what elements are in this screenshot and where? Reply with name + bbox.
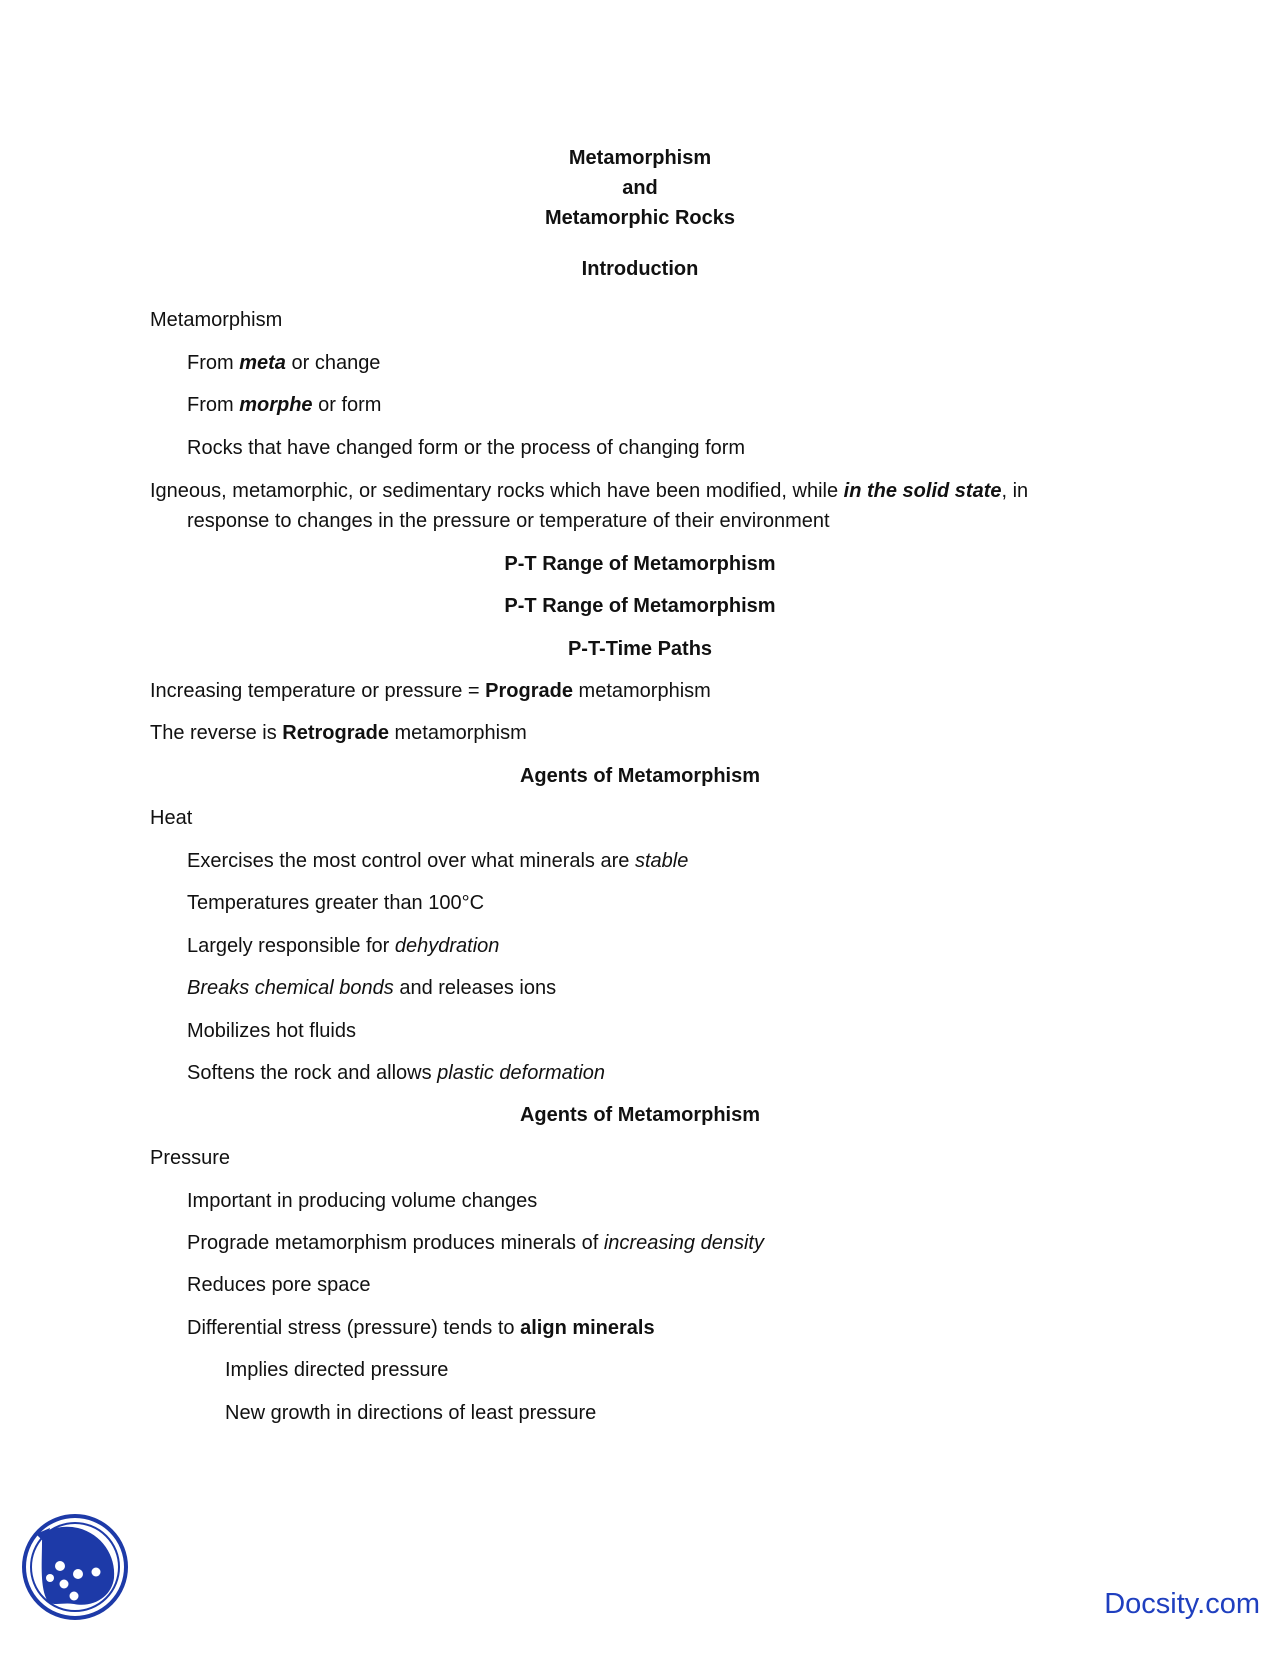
heading-agents-1: Agents of Metamorphism [519, 765, 761, 787]
term-pressure: Pressure [150, 1147, 231, 1169]
text-span: Largely responsible for [187, 935, 395, 957]
title-line-3: Metamorphic Rocks [544, 207, 736, 229]
list-item-changed-form: Rocks that have changed form or the process of changing form [187, 437, 746, 459]
emphasis-solid-state: in the solid state [843, 480, 1002, 502]
emphasis-dehydration: dehydration [394, 935, 500, 957]
text-span: Differential stress (pressure) tends to [187, 1317, 521, 1339]
list-item-pressure-4 [187, 1315, 655, 1341]
text-span: or change [285, 352, 381, 374]
line-retrograde [150, 720, 527, 746]
text-span: metamorphism [572, 680, 711, 702]
heading-introduction: Introduction [581, 258, 699, 280]
text-span: or form [312, 394, 382, 416]
docsity-brand-link[interactable]: Docsity.com [1104, 1588, 1260, 1620]
list-item-morphe [187, 392, 381, 418]
title-line-2: and [622, 177, 658, 199]
term-heat: Heat [150, 807, 193, 829]
emphasis-breaks-bonds: Breaks chemical bonds [187, 977, 394, 999]
text-span: Igneous, metamorphic, or sedimentary rocks which have been modified, while [150, 480, 844, 502]
text-span: Softens the rock and allows [187, 1062, 438, 1084]
text-span: The reverse is [150, 722, 283, 744]
title-line-1: Metamorphism [568, 147, 712, 169]
heading-pt-range-1: P-T Range of Metamorphism [504, 553, 776, 575]
emphasis-plastic-deformation: plastic deformation [437, 1062, 606, 1084]
list-item-heat-5: Mobilizes hot fluids [187, 1020, 356, 1042]
emphasis-morphe: morphe [239, 394, 313, 416]
bold-retrograde: Retrograde [282, 722, 389, 744]
text-span: From [187, 352, 240, 374]
sub-item-pressure-1: Implies directed pressure [225, 1359, 449, 1381]
text-span: and releases ions [393, 977, 557, 999]
text-span: metamorphism [388, 722, 527, 744]
heading-pt-range-2: P-T Range of Metamorphism [504, 595, 776, 617]
docsity-logo-icon [20, 1512, 130, 1622]
sub-item-pressure-2: New growth in directions of least pressure [225, 1402, 597, 1424]
list-item-pressure-1: Important in producing volume changes [187, 1190, 538, 1212]
emphasis-meta: meta [239, 352, 286, 374]
text-span: , in [1001, 480, 1029, 502]
heading-pt-time-paths: P-T-Time Paths [567, 638, 713, 660]
list-item-meta [187, 350, 380, 376]
term-metamorphism: Metamorphism [150, 309, 283, 331]
list-item-heat-4 [187, 975, 556, 1001]
paragraph-igneous-continuation: response to changes in the pressure or temperature of their environment [187, 510, 830, 532]
text-span: Increasing temperature or pressure = [150, 680, 486, 702]
list-item-heat-6 [187, 1060, 605, 1086]
text-span: Prograde metamorphism produces minerals of [187, 1232, 604, 1254]
list-item-heat-1 [187, 848, 688, 874]
docsity-logo-svg [20, 1512, 130, 1622]
list-item-pressure-2 [187, 1230, 764, 1256]
list-item-pressure-3: Reduces pore space [187, 1274, 371, 1296]
text-span: Exercises the most control over what minerals are [187, 850, 635, 872]
paragraph-igneous [150, 478, 1028, 504]
list-item-heat-3 [187, 933, 499, 959]
text-span: From [187, 394, 240, 416]
emphasis-stable: stable [634, 850, 689, 872]
heading-agents-2: Agents of Metamorphism [519, 1104, 761, 1126]
line-prograde [150, 678, 711, 704]
bold-prograde: Prograde [485, 680, 573, 702]
list-item-heat-2: Temperatures greater than 100°C [187, 892, 485, 914]
emphasis-increasing-density: increasing density [603, 1232, 764, 1254]
bold-align-minerals: align minerals [520, 1317, 655, 1339]
